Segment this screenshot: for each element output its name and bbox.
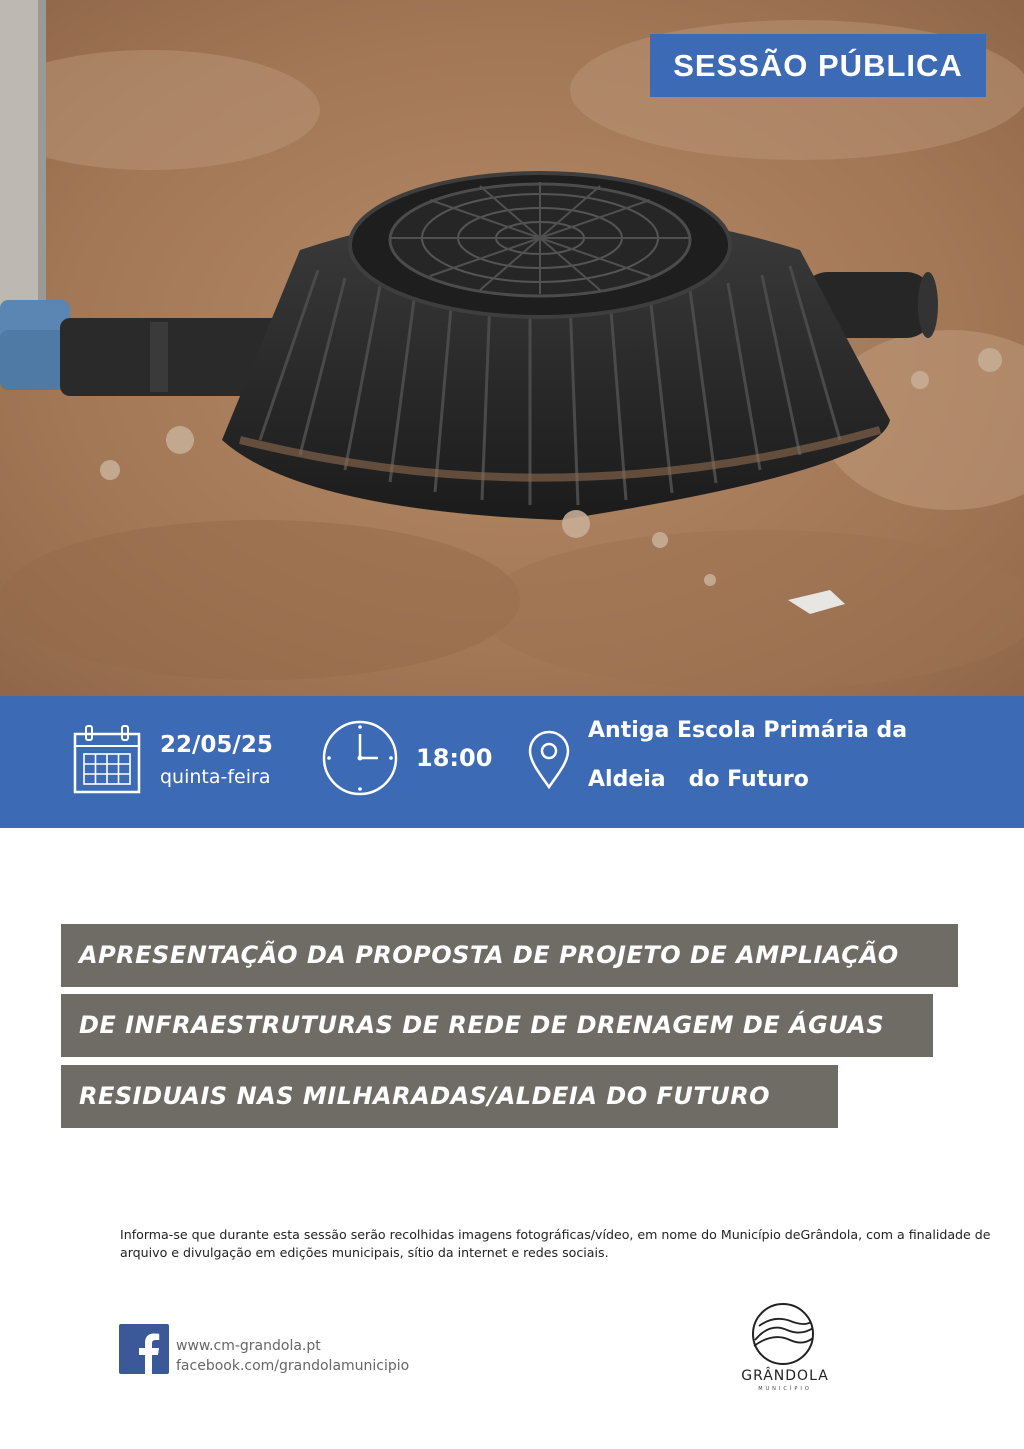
event-weekday: quinta-feira (160, 766, 271, 788)
calendar-icon (72, 724, 142, 796)
session-badge: SESSÃO PÚBLICA (650, 34, 986, 97)
location-pin-icon (526, 730, 572, 790)
privacy-notice: Informa-se que durante esta sessão serão recolhidas imagens fotográficas/vídeo, em nome do Município deGrândola, com a finalidade de arquivo e divulgação em edições municipais, sítio da internet e redes sociais. (120, 1227, 991, 1260)
event-date: 22/05/25 (160, 732, 273, 758)
event-info-band (0, 696, 1024, 828)
website-link[interactable]: www.cm-grandola.pt (176, 1338, 321, 1354)
event-location-line2: Aldeia do Futuro (588, 767, 809, 792)
title-line-1: APRESENTAÇÃO DA PROPOSTA DE PROJETO DE AMPLIAÇÃO (61, 924, 958, 987)
manhole-illustration (0, 0, 1024, 696)
facebook-link[interactable]: facebook.com/grandolamunicipio (176, 1358, 410, 1374)
clock-icon (320, 718, 400, 798)
title-line-2: DE INFRAESTRUTURAS DE REDE DE DRENAGEM DE ÁGUAS (61, 994, 933, 1057)
title-line-3: RESIDUAIS NAS MILHARADAS/ALDEIA DO FUTURO (61, 1065, 838, 1128)
hero-photo (0, 0, 1024, 696)
event-location-line1: Antiga Escola Primária da (588, 718, 908, 743)
logo-subtitle: MUNICÍPIO (758, 1386, 812, 1392)
logo-name: GRÂNDOLA (741, 1368, 829, 1384)
event-time: 18:00 (416, 744, 493, 772)
facebook-icon[interactable] (119, 1324, 169, 1374)
